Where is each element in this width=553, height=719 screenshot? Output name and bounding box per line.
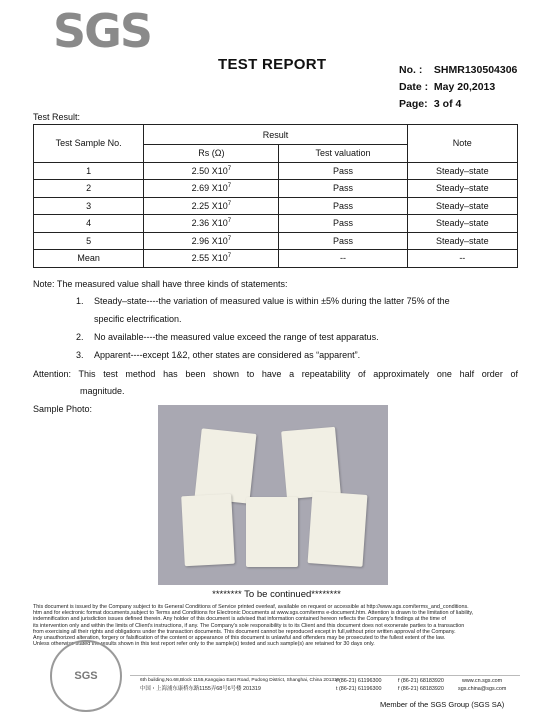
- valuation-cell: [279, 180, 407, 198]
- email: sgs.china@sgs.com: [458, 686, 507, 692]
- note-2-number: 2.: [76, 332, 84, 342]
- valuation-cell-text: Pass: [333, 235, 354, 246]
- rs-cell: [144, 197, 279, 215]
- no-label: No. :: [399, 64, 423, 76]
- valuation-cell: [279, 215, 407, 233]
- valuation-cell-text: Pass: [333, 165, 354, 176]
- note-intro: Note: The measured value shall have three kinds of statements:: [33, 279, 288, 289]
- sample-no-cell-text: Mean: [77, 253, 100, 264]
- note-cell-text: --: [459, 253, 466, 264]
- disclaimer-line: Any unauthorized alteration, forgery or falsification of the content or appearance of this document is unlawful and offenders may be prosecuted to the fullest extent of the law.: [33, 635, 446, 642]
- test-result-label: Test Result:: [33, 112, 81, 122]
- fax: f (86-21) 68183920: [398, 678, 444, 684]
- exponent: 7: [227, 200, 232, 207]
- sample-no-cell: [34, 215, 144, 233]
- report-date: [399, 81, 495, 93]
- rs-cell-text: 2.55 X10: [191, 253, 228, 264]
- header-test-valuation: Test valuation: [279, 145, 407, 163]
- disclaimer-line: from exercising all their rights and obligations under the transaction documents. This document cannot be reproduced except in full,without prior written approval of the Company.: [33, 628, 456, 635]
- valuation-cell: [279, 232, 407, 250]
- telephone-cn: t (86-21) 61196300: [336, 686, 382, 692]
- valuation-cell-text: Pass: [333, 183, 354, 194]
- disclaimer-line: its intervention only and within the limits of Client's instructions, if any. The Company's sole responsibility is to its Client and this document does not exonerate parties to a transaction: [33, 622, 465, 629]
- rs-cell-text: 2.25 X10: [191, 200, 228, 211]
- sample-piece: [246, 497, 298, 567]
- rs-cell: [144, 232, 279, 250]
- note-cell-text: Steady–state: [436, 183, 489, 194]
- sgs-logo: SGS: [53, 4, 152, 58]
- header-result: Result: [144, 125, 407, 145]
- disclaimer-line: Unless otherwise stated the results shown in this test report refer only to the sample(s) tested and such sample(s) are retained for 30 days only.: [33, 641, 375, 648]
- valuation-cell-text: Pass: [333, 200, 354, 211]
- note-3-text: Apparent----except 1&2, other states are considered as “apparent”.: [94, 350, 361, 360]
- rs-cell: [144, 250, 279, 268]
- rs-cell-text: 2.69 X10: [191, 183, 228, 194]
- sample-piece: [194, 428, 256, 503]
- sample-piece: [181, 494, 235, 567]
- note-cell-text: Steady–state: [436, 200, 489, 211]
- note-cell-text: Steady–state: [436, 235, 489, 246]
- note-cell: [407, 162, 517, 180]
- date-label: Date :: [399, 81, 429, 93]
- sample-photo: [158, 405, 388, 585]
- attention-text-cont: magnitude.: [80, 386, 125, 396]
- note-cell-text: Steady–state: [436, 218, 489, 229]
- attention-text: Attention: This test method has been shown to have a repeatability of approximately one half order of: [33, 369, 518, 379]
- date-value: May 20,2013: [433, 81, 496, 93]
- table-row: [34, 197, 518, 215]
- table-row: [34, 162, 518, 180]
- note-3-number: 3.: [76, 350, 84, 360]
- valuation-cell-text: Pass: [333, 218, 354, 229]
- valuation-cell-text: --: [340, 253, 346, 264]
- exponent: 7: [227, 253, 232, 260]
- sample-no-cell: [34, 197, 144, 215]
- table-row: [34, 180, 518, 198]
- sample-no-cell-text: 1: [86, 165, 92, 176]
- report-page: [399, 98, 461, 110]
- note-1-number: 1.: [76, 296, 84, 306]
- table-row: [34, 215, 518, 233]
- sample-no-cell-text: 3: [86, 200, 92, 211]
- report-number: [399, 64, 517, 76]
- page-label: Page:: [399, 98, 428, 110]
- website: www.cn.sgs.com: [462, 678, 503, 684]
- table-row: [34, 250, 518, 268]
- sample-no-cell-text: 2: [86, 183, 92, 194]
- note-2-text: No available----the measured value exceed the range of test apparatus.: [94, 332, 379, 342]
- valuation-cell: [279, 197, 407, 215]
- sample-no-cell-text: 4: [86, 218, 92, 229]
- rs-cell: [144, 215, 279, 233]
- exponent: 7: [227, 218, 232, 225]
- address-chinese: 中国・上海浦东康桥东路1155弄68号6号楼 201319: [140, 686, 261, 692]
- exponent: 7: [227, 165, 232, 172]
- note-cell: [407, 250, 517, 268]
- no-value: SHMR130504306: [433, 64, 518, 76]
- sample-piece: [308, 491, 368, 567]
- rs-cell-text: 2.36 X10: [191, 218, 228, 229]
- rs-cell-text: 2.96 X10: [191, 235, 228, 246]
- header-note: Note: [407, 125, 517, 163]
- disclaimer: [33, 604, 521, 647]
- note-cell-text: Steady–state: [436, 165, 489, 176]
- valuation-cell: [279, 162, 407, 180]
- sample-no-cell: [34, 180, 144, 198]
- rs-cell: [144, 180, 279, 198]
- result-table: [33, 124, 518, 268]
- note-cell: [407, 215, 517, 233]
- telephone: t (86-21) 61196300: [336, 678, 382, 684]
- sample-no-cell-text: 5: [86, 235, 92, 246]
- valuation-cell: [279, 250, 407, 268]
- disclaimer-line: This document is issued by the Company subject to its General Conditions of Service printed overleaf, available on request or accessible at http://www.sgs.com/terms_and_conditions.: [33, 604, 469, 610]
- page-value: 3 of 4: [433, 98, 462, 110]
- sample-piece: [281, 427, 341, 499]
- note-1-text-cont: specific electrification.: [94, 314, 182, 324]
- sample-photo-label: Sample Photo:: [33, 404, 93, 414]
- disclaimer-line: htm and for electronic format documents,subject to Terms and Conditions for Electronic Documents at www.sgs.com/terms e-document.htm. Attention is drawn to the limitation of liability,: [33, 610, 474, 617]
- disclaimer-line: indemnification and jurisdiction issues defined therein. Any holder of this document is advised that information contained hereon reflects the Company's findings at the time of: [33, 616, 447, 623]
- fax-cn: f (86-21) 68183920: [398, 686, 444, 692]
- note-1-text: Steady–state----the variation of measured value is within ±5% during the latter 75% of the: [94, 296, 450, 306]
- member-statement: Member of the SGS Group (SGS SA): [380, 700, 505, 709]
- exponent: 7: [227, 183, 232, 190]
- exponent: 7: [227, 235, 232, 242]
- note-cell: [407, 197, 517, 215]
- header-sample-no: Test Sample No.: [34, 125, 144, 163]
- rs-cell-text: 2.50 X10: [191, 165, 228, 176]
- sample-no-cell: [34, 162, 144, 180]
- sample-no-cell: [34, 232, 144, 250]
- rs-cell: [144, 162, 279, 180]
- report-title: TEST REPORT: [218, 56, 327, 73]
- address-english: 6th building,No.68,Block 1155,Kangqiao East Road, Pudong District, Shanghai, China 201319: [140, 678, 340, 683]
- to-be-continued: ******** To be continued********: [212, 589, 341, 600]
- header-rs: Rs (Ω): [144, 145, 279, 163]
- footer-divider: [130, 675, 520, 676]
- sgs-stamp: SGS: [50, 640, 122, 712]
- table-row: [34, 232, 518, 250]
- note-cell: [407, 180, 517, 198]
- sample-no-cell: [34, 250, 144, 268]
- note-cell: [407, 232, 517, 250]
